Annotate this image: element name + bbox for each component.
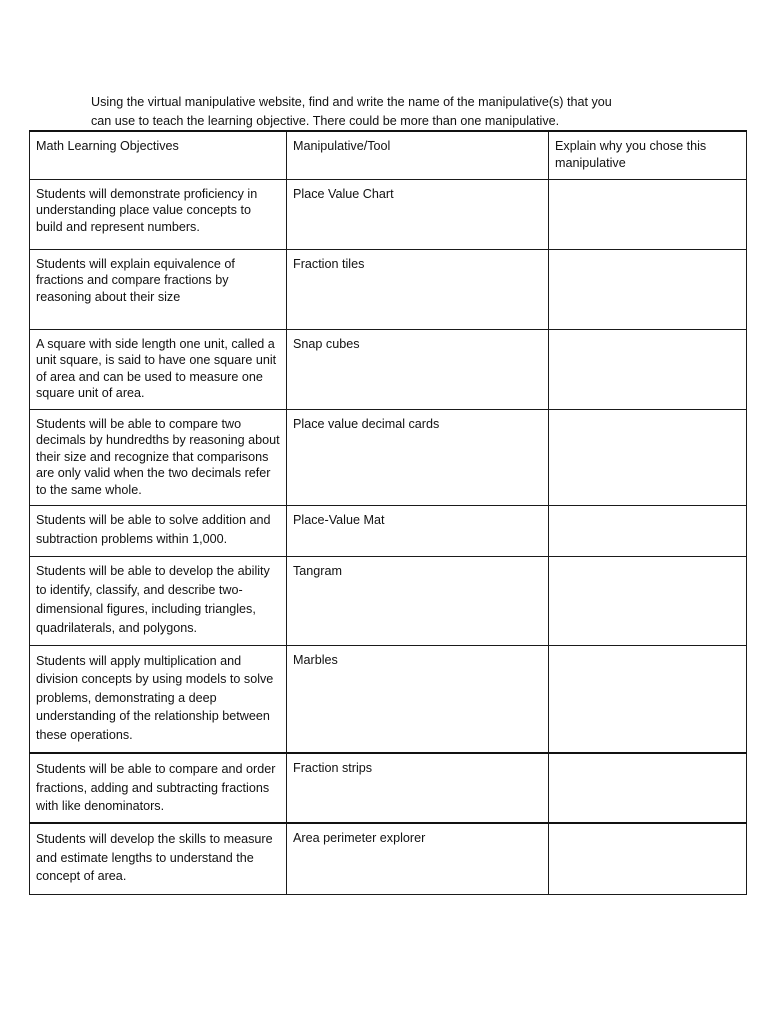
table-row [30, 645, 747, 753]
tool-cell[interactable]: Tangram [287, 556, 549, 645]
objective-cell: Students will be able to solve addition and subtraction problems within 1,000. [30, 505, 287, 556]
objective-cell: Students will demonstrate proficiency in understanding place value concepts to build and represent numbers. [30, 179, 287, 249]
objective-cell: A square with side length one unit, called a unit square, is said to have one square unit of area and can be used to measure one square unit of area. [30, 329, 287, 409]
table-row [30, 823, 747, 894]
header-explain: Explain why you chose this manipulative [549, 131, 747, 179]
explain-cell[interactable] [549, 505, 747, 556]
tool-cell[interactable]: Place Value Chart [287, 179, 549, 249]
objective-cell: Students will apply multiplication and division concepts by using models to solve problems, demonstrating a deep understanding of the relationship between these operations. [30, 645, 287, 753]
explain-cell[interactable] [549, 329, 747, 409]
explain-cell[interactable] [549, 409, 747, 505]
tool-cell[interactable]: Place-Value Mat [287, 505, 549, 556]
table-row [30, 329, 747, 409]
instructions-line-1: Using the virtual manipulative website, find and write the name of the manipulative(s) that you [91, 95, 612, 109]
tool-cell[interactable]: Place value decimal cards [287, 409, 549, 505]
explain-cell[interactable] [549, 753, 747, 823]
objective-cell: Students will develop the skills to measure and estimate lengths to understand the concept of area. [30, 823, 287, 894]
table-row [30, 556, 747, 645]
table-row [30, 505, 747, 556]
objective-cell: Students will be able to compare and order fractions, adding and subtracting fractions with like denominators. [30, 753, 287, 823]
table-row [30, 179, 747, 249]
table-row [30, 409, 747, 505]
tool-cell[interactable]: Area perimeter explorer [287, 823, 549, 894]
explain-cell[interactable] [549, 556, 747, 645]
objective-cell: Students will be able to compare two decimals by hundredths by reasoning about their size and recognize that comparisons are only valid when the two decimals refer to the same whole. [30, 409, 287, 505]
explain-cell[interactable] [549, 249, 747, 329]
header-tool: Manipulative/Tool [287, 131, 549, 179]
explain-cell[interactable] [549, 823, 747, 894]
manipulatives-table [29, 130, 747, 895]
tool-cell[interactable]: Fraction strips [287, 753, 549, 823]
explain-cell[interactable] [549, 179, 747, 249]
objective-cell: Students will be able to develop the ability to identify, classify, and describe two-dimensional figures, including triangles, quadrilaterals, and polygons. [30, 556, 287, 645]
instructions [91, 93, 691, 131]
instructions-line-2: can use to teach the learning objective. There could be more than one manipulative. [91, 114, 560, 128]
header-row [30, 131, 747, 179]
explain-cell[interactable] [549, 645, 747, 753]
tool-cell[interactable]: Marbles [287, 645, 549, 753]
header-objectives: Math Learning Objectives [30, 131, 287, 179]
table-row [30, 753, 747, 823]
table-row [30, 249, 747, 329]
tool-cell[interactable]: Snap cubes [287, 329, 549, 409]
tool-cell[interactable]: Fraction tiles [287, 249, 549, 329]
objective-cell: Students will explain equivalence of fractions and compare fractions by reasoning about their size [30, 249, 287, 329]
